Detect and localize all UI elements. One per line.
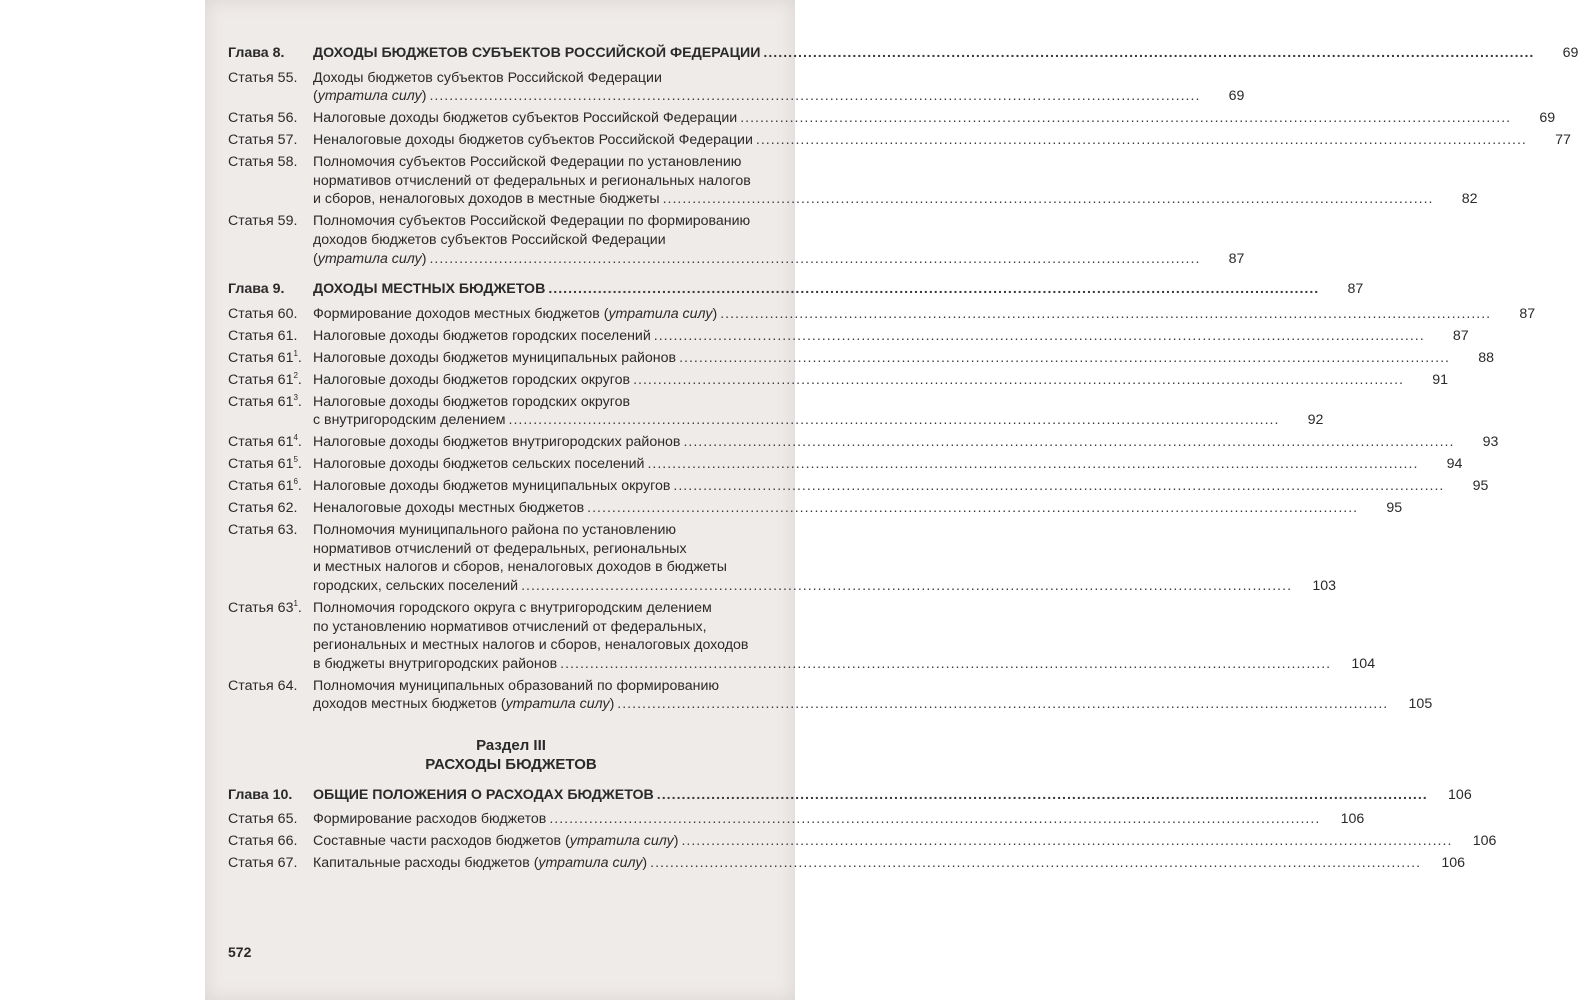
article-label: Статья 61: [228, 434, 294, 451]
entry-title-line: региональных и местных налогов и сборов, неналоговых доходов: [313, 637, 749, 654]
article-label: Статья 61.: [228, 327, 298, 344]
entry-title-line: (утратила силу): [313, 250, 427, 267]
page-ref: 94: [1446, 456, 1463, 473]
chapter-row[interactable]: [228, 786, 1472, 805]
dot-leader: [509, 411, 1280, 430]
article-label: Статья 67.: [228, 855, 298, 872]
dot-leader: [681, 832, 1452, 851]
article-row[interactable]: [228, 305, 1536, 324]
article-row[interactable]: [228, 153, 1478, 209]
page-ref: 82: [1461, 191, 1478, 208]
page-ref: 87: [1452, 327, 1469, 344]
page-ref: 87: [1519, 305, 1536, 322]
entry-title-line: доходов бюджетов субъектов Российской Федерации: [313, 231, 666, 248]
article-superscript: 1: [293, 348, 298, 358]
chapter-label: Глава 8.: [228, 45, 285, 61]
entry-title-line: Полномочия муниципальных образований по формированию: [313, 677, 720, 694]
dot-leader: [650, 854, 1421, 873]
dot-leader: [560, 655, 1331, 674]
article-superscript: 4: [293, 433, 298, 443]
section-heading: [228, 736, 784, 774]
article-label: Статья 64.: [228, 677, 298, 694]
entry-title-line: Доходы бюджетов субъектов Российской Федерации: [313, 69, 662, 86]
entry-title-line: Формирование доходов местных бюджетов (утратила силу): [313, 305, 718, 322]
article-label: Статья 61: [228, 393, 294, 410]
entry-title-line: (утратила силу): [313, 88, 427, 105]
page-ref: 93: [1482, 434, 1499, 451]
dot-leader: [647, 455, 1418, 474]
entry-title-line: Полномочия субъектов Российской Федерации по формированию: [313, 213, 751, 230]
dot-leader: [720, 305, 1491, 324]
article-label: Статья 57.: [228, 132, 298, 149]
dot-leader: [429, 87, 1200, 106]
dot-leader: [429, 250, 1200, 269]
dot-leader: [740, 109, 1511, 128]
entry-title-line: Налоговые доходы бюджетов городских поселений: [313, 327, 651, 344]
page-ref: 91: [1432, 371, 1448, 388]
page-ref: 103: [1312, 577, 1337, 594]
article-label: Статья 66.: [228, 833, 298, 850]
article-row[interactable]: Статья $61^2$. Налоговые доходы бюджетов городских округов ..... 91: [228, 371, 784, 390]
article-row[interactable]: Статья $61^4$. Налоговые доходы бюджетов внутригородских районов ..... 93: [228, 433, 784, 452]
article-label: Статья 61: [228, 371, 294, 388]
entry-title-line: Полномочия муниципального района по установлению: [313, 522, 677, 539]
entry-title-line: в бюджеты внутригородских районов: [313, 655, 558, 672]
entry-title-line: Капитальные расходы бюджетов (утратила силу): [313, 855, 648, 872]
dot-leader: [633, 371, 1404, 390]
article-row[interactable]: [228, 832, 1497, 851]
article-label: Статья 62.: [228, 500, 298, 517]
entry-title-line: Формирование расходов бюджетов: [313, 811, 547, 828]
dot-leader: [548, 280, 1319, 299]
entry-title-line: Налоговые доходы бюджетов муниципальных районов: [313, 349, 677, 366]
article-label: Статья 59.: [228, 213, 298, 230]
entry-title-line: с внутригородским делением: [313, 412, 506, 429]
dot-leader: [617, 695, 1388, 714]
entry-title-line: Полномочия городского округа с внутригородским делением: [313, 599, 712, 616]
page-ref: 106: [1448, 786, 1472, 803]
article-label: Статья 60.: [228, 305, 298, 322]
page-ref: 106: [1472, 833, 1497, 850]
entry-title-line: Полномочия субъектов Российской Федерации по установлению: [313, 154, 742, 171]
article-label: Статья 56.: [228, 110, 298, 127]
dot-leader: [763, 44, 1534, 63]
dot-leader: [549, 810, 1320, 829]
article-row[interactable]: [228, 499, 1403, 518]
entry-title-line: городских, сельских поселений: [313, 577, 519, 594]
page-ref: 106: [1340, 811, 1365, 828]
dot-leader: [673, 477, 1444, 496]
article-row[interactable]: [228, 69, 1245, 106]
dot-leader: [657, 786, 1428, 805]
article-row[interactable]: [228, 854, 1466, 873]
dot-leader: [683, 433, 1454, 452]
article-label: Статья 55.: [228, 69, 298, 86]
article-row[interactable]: [228, 521, 1337, 595]
page-ref: 104: [1351, 655, 1376, 672]
entry-title-line: Неналоговые доходы местных бюджетов: [313, 500, 585, 517]
entry-title-line: Неналоговые доходы бюджетов субъектов Российской Федерации: [313, 132, 753, 149]
page-ref: 87: [1228, 250, 1245, 267]
article-row[interactable]: Статья $61^6$. Налоговые доходы бюджетов муниципальных округов ..... 95: [228, 477, 784, 496]
page-ref: 92: [1307, 412, 1324, 429]
article-label: Статья 63.: [228, 522, 298, 539]
page-ref: 88: [1478, 349, 1494, 366]
entry-title-line: Налоговые доходы бюджетов городских округов: [313, 393, 631, 410]
entry-title-line: доходов местных бюджетов (утратила силу): [313, 696, 615, 713]
article-superscript: 2: [293, 370, 298, 380]
entry-title-line: и сборов, неналоговых доходов в местные бюджеты: [313, 191, 660, 208]
dot-leader: [756, 131, 1527, 150]
entry-title-line: и местных налогов и сборов, неналоговых доходов в бюджеты: [313, 559, 727, 576]
article-row[interactable]: [228, 677, 1433, 714]
page-ref: 69: [1539, 110, 1556, 127]
page-ref: 69: [1562, 45, 1578, 61]
entry-title-line: Налоговые доходы бюджетов сельских поселений: [313, 456, 645, 473]
entry-title-line: нормативов отчислений от федеральных и региональных налогов: [313, 172, 751, 189]
page-ref: 77: [1555, 132, 1571, 149]
chapter-row[interactable]: [228, 44, 1578, 63]
article-row[interactable]: [228, 109, 1556, 128]
article-label: Статья 61: [228, 349, 294, 366]
article-row[interactable]: [228, 131, 1571, 150]
entry-title-line: Налоговые доходы бюджетов муниципальных округов: [313, 478, 671, 495]
entry-title-line: ОБЩИЕ ПОЛОЖЕНИЯ О РАСХОДАХ БЮДЖЕТОВ: [313, 786, 654, 803]
chapter-label: Глава 9.: [228, 281, 285, 298]
page-ref: 95: [1386, 500, 1403, 517]
article-superscript: 3: [293, 392, 298, 402]
entry-title-line: Составные части расходов бюджетов (утратила силу): [313, 833, 679, 850]
page-ref: 87: [1347, 281, 1364, 298]
page-ref: 106: [1441, 855, 1466, 872]
chapter-row[interactable]: [228, 280, 1364, 299]
page-ref: 69: [1228, 88, 1245, 105]
page-ref: 105: [1408, 696, 1433, 713]
article-superscript: 5: [293, 455, 298, 465]
entry-title-line: Налоговые доходы бюджетов городских округов: [313, 371, 631, 388]
article-row[interactable]: Статья $63^1$. Полномочия городского округа с внутригородским делением по установлению нормативов отчислений от федеральных, региональных и местных налогов и сборов, неналоговых доходов в бюджеты внутригородских районов ..... 104: [228, 599, 784, 673]
article-row[interactable]: Статья $61^1$. Налоговые доходы бюджетов муниципальных районов ..... 88: [228, 349, 784, 368]
dot-leader: [654, 327, 1425, 346]
dot-leader: [679, 349, 1450, 368]
article-label: Статья 65.: [228, 811, 298, 828]
article-superscript: 6: [293, 477, 298, 487]
article-row[interactable]: Статья $61^5$. Налоговые доходы бюджетов сельских поселений ..... 94: [228, 455, 784, 474]
article-label: Статья 61: [228, 478, 294, 495]
entry-title-line: по установлению нормативов отчислений от федеральных,: [313, 618, 707, 635]
entry-title-line: ДОХОДЫ МЕСТНЫХ БЮДЖЕТОВ: [313, 281, 546, 298]
table-of-contents: [228, 44, 1578, 873]
entry-title-line: ДОХОДЫ БЮДЖЕТОВ СУБЪЕКТОВ РОССИЙСКОЙ ФЕДЕРАЦИИ: [313, 45, 761, 61]
dot-leader: [587, 499, 1358, 518]
article-row[interactable]: Статья $61^3$. Налоговые доходы бюджетов городских округов с внутригородским делением ..... 92: [228, 393, 784, 430]
article-label: Статья 63: [228, 599, 294, 616]
chapter-label: Глава 10.: [228, 786, 293, 803]
page-ref: 95: [1472, 478, 1489, 495]
entry-title-line: Налоговые доходы бюджетов субъектов Российской Федерации: [313, 110, 738, 127]
entry-title-line: нормативов отчислений от федеральных, региональных: [313, 540, 687, 557]
page-number: 572: [228, 944, 252, 960]
dot-leader: [663, 190, 1434, 209]
section-heading-line: Раздел III: [476, 736, 546, 754]
article-label: Статья 61: [228, 456, 294, 473]
section-heading-line: РАСХОДЫ БЮДЖЕТОВ: [425, 755, 597, 773]
article-row[interactable]: [228, 212, 1245, 268]
article-label: Статья 58.: [228, 154, 298, 171]
article-row[interactable]: [228, 327, 1469, 346]
article-row[interactable]: [228, 810, 1365, 829]
article-superscript: 1: [293, 598, 298, 608]
dot-leader: [521, 577, 1292, 596]
entry-title-line: Налоговые доходы бюджетов внутригородских районов: [313, 434, 681, 451]
